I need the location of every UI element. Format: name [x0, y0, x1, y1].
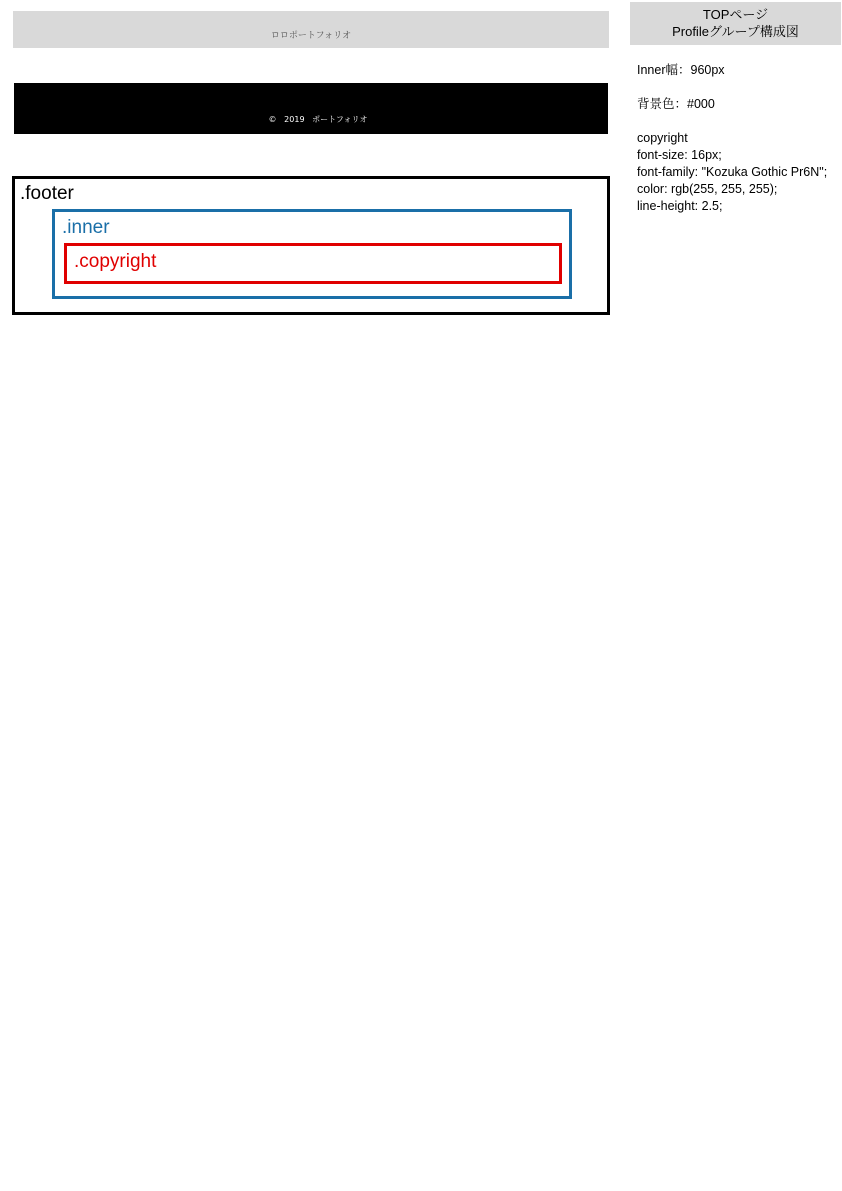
inner-label: .inner [62, 217, 110, 238]
header-mockup [13, 11, 609, 48]
copyright-label: .copyright [74, 251, 157, 272]
footer-mockup [14, 83, 608, 134]
css-line: copyright [637, 131, 688, 145]
css-line: line-height: 2.5; [637, 199, 723, 213]
page-title-box [630, 2, 841, 45]
background-color-note: 背景色：#000 [637, 97, 715, 111]
page-title-line2: Profileグループ構成図 [672, 23, 799, 39]
css-line: font-family: "Kozuka Gothic Pr6N"; [637, 165, 828, 179]
footer-mockup-copyright-text: © 2019 ポートフォリオ [268, 115, 368, 124]
spec-notes [637, 62, 837, 215]
css-line: color: rgb(255, 255, 255); [637, 182, 778, 196]
inner-width-note: Inner幅：960px [637, 63, 725, 77]
page-title-line1: TOPページ [702, 6, 769, 22]
footer-label: .footer [20, 183, 74, 204]
header-mockup-text: ロロポートフォリオ [270, 31, 352, 41]
css-line: font-size: 16px; [637, 148, 722, 162]
